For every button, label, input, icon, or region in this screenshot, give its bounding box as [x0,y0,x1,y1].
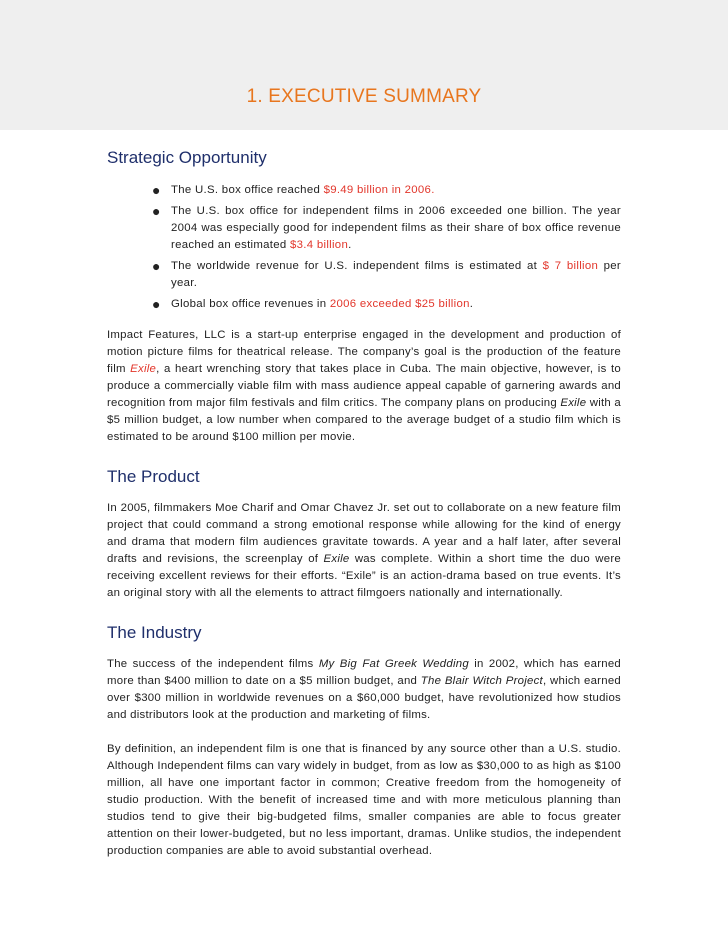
bullet-item: ● Global box office revenues in 2006 exceeded $25 billion. [152,296,474,312]
film-title: My Big Fat Greek Wedding [318,658,469,670]
film-title: Exile [323,553,350,565]
bullet-item: ● The U.S. box office for independent films in 2006 exceeded one billion. The year 2004 was especially good for independent films as their share of box office revenue reached an estimated $3.4 billion. [152,203,621,251]
document-body [107,148,621,860]
bullet-icon: ● [152,203,161,219]
header-band [0,0,728,130]
paragraph-industry-2: By definition, an independent film is one that is financed by any source other than a U.S. studio. Although Independent films can vary widely in budget, from as low as $30,000 to as high as $100 million, all have one important factor in common; Creative freedom from the homogeneity of studio production. With the benefit of increased time and with more meticulous planning than studios tend to give their big-budgeted films, smaller companies are able to focus greater attention on their lower-budgeted, but no less important, dramas. Unlike studios, the independent production companies are able to avoid substantial overhead. [107,743,621,857]
film-title: Exile [560,397,587,409]
heading-the-product: The Product [107,467,200,486]
paragraph-industry-1: The success of the independent films My Big Fat Greek Wedding in 2002, which has earned more than $400 million to date on a $5 million budget, and The Blair Witch Project, which earned over $300 million in worldwide revenues on a $60,000 budget, have revolutionized how studios and distributors look at the production and marketing of films. [107,658,621,721]
bullet-icon: ● [152,296,161,312]
bullet-list [107,182,621,313]
page-title: 1. EXECUTIVE SUMMARY [246,86,482,107]
bullet-item: ● The worldwide revenue for U.S. independent films is estimated at $ 7 billion per year. [152,258,621,289]
film-title: Exile [130,363,157,375]
bullet-item: ● The U.S. box office reached $9.49 billion in 2006. [152,182,435,198]
heading-strategic-opportunity: Strategic Opportunity [107,148,267,167]
bullet-icon: ● [152,182,161,198]
heading-the-industry: The Industry [107,623,202,642]
film-title: The Blair Witch Project [420,675,543,687]
paragraph-company-overview: Impact Features, LLC is a start-up enterprise engaged in the development and production of motion picture films for theatrical release. The company’s goal is the production of the feature film Exile, a heart wrenching story that takes place in Cuba. The main objective, however, is to produce a commercially viable film with mass audience appeal capable of garnering awards and recognition from major film festivals and film critics. The company plans on producing Exile with a $5 million budget, a low number when compared to the average budget of a studio film which is estimated to be around $100 million per movie. [107,329,621,443]
paragraph-product: In 2005, filmmakers Moe Charif and Omar Chavez Jr. set out to collaborate on a new feature film project that could command a strong emotional response while allowing for the kind of energy and drama that modern film audiences gravitate towards. A year and a half later, after several drafts and revisions, the screenplay of Exile was complete. Within a short time the duo were receiving excellent reviews for their efforts. “Exile” is an action-drama based on true events. It’s an original story with all the elements to attract filmgoers nationally and internationally. [107,502,621,599]
bullet-icon: ● [152,258,161,274]
